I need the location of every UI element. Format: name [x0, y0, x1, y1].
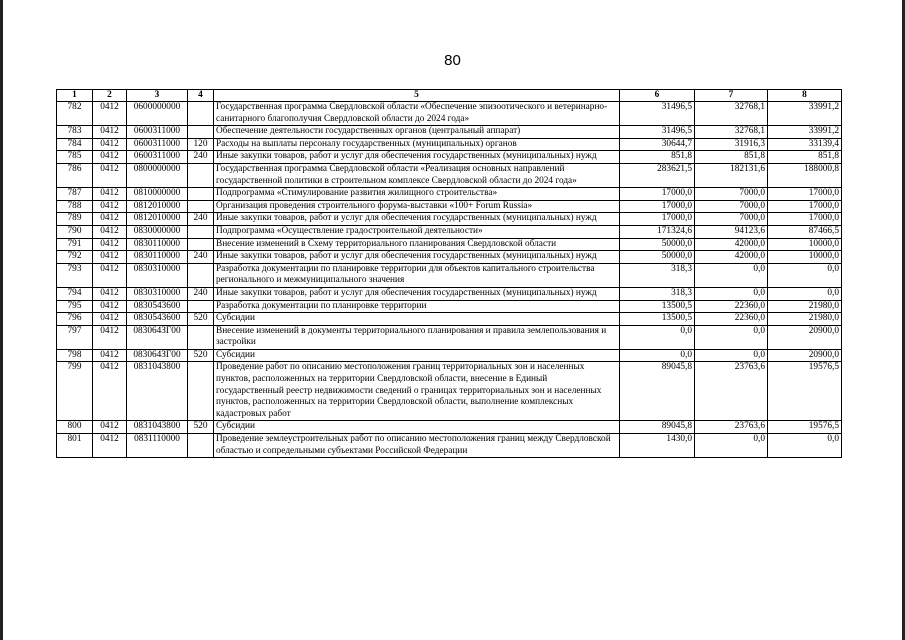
column-header: 8: [768, 90, 842, 102]
amount-col6-cell: 17000,0: [620, 213, 695, 226]
expense-type-cell: 240: [188, 251, 214, 264]
expense-type-cell: 120: [188, 138, 214, 151]
column-header: 4: [188, 90, 214, 102]
page-number: 80: [444, 52, 461, 69]
expense-type-cell: 240: [188, 151, 214, 164]
target-code-cell: 0810000000: [127, 188, 188, 201]
expense-type-cell: [188, 200, 214, 213]
table-row: [57, 313, 842, 326]
amount-col7-cell: 0,0: [695, 434, 768, 458]
description-cell: Государственная программа Свердловской области «Обеспечение эпизоотического и ветеринарно-санитарного благополучия Свердловской области до 2024 года»: [214, 102, 620, 126]
amount-col8-cell: 17000,0: [768, 188, 842, 201]
row-number-cell: 782: [57, 102, 93, 126]
row-number-cell: 785: [57, 151, 93, 164]
target-code-cell: 0830110000: [127, 238, 188, 251]
target-code-cell: 0600311000: [127, 126, 188, 139]
amount-col7-cell: 94123,6: [695, 225, 768, 238]
scan-left-edge: [0, 0, 3, 640]
section-code-cell: 0412: [93, 263, 127, 287]
amount-col6-cell: 31496,5: [620, 126, 695, 139]
description-cell: Обеспечение деятельности государственных органов (центральный аппарат): [214, 126, 620, 139]
expense-type-cell: [188, 163, 214, 187]
expense-type-cell: 520: [188, 421, 214, 434]
table-row: [57, 362, 842, 421]
table-row: [57, 151, 842, 164]
section-code-cell: 0412: [93, 421, 127, 434]
target-code-cell: 0812010000: [127, 200, 188, 213]
amount-col7-cell: 42000,0: [695, 238, 768, 251]
expense-type-cell: 520: [188, 313, 214, 326]
amount-col7-cell: 32768,1: [695, 102, 768, 126]
amount-col8-cell: 21980,0: [768, 313, 842, 326]
table-row: [57, 251, 842, 264]
amount-col7-cell: 23763,6: [695, 362, 768, 421]
expense-type-cell: 240: [188, 213, 214, 226]
amount-col8-cell: 0,0: [768, 287, 842, 300]
expense-type-cell: [188, 238, 214, 251]
description-cell: Внесение изменений в документы территориального планирования и правила землепользования и застройки: [214, 325, 620, 349]
amount-col6-cell: 0,0: [620, 349, 695, 362]
amount-col7-cell: 7000,0: [695, 200, 768, 213]
row-number-cell: 801: [57, 434, 93, 458]
table-body: [57, 102, 842, 458]
section-code-cell: 0412: [93, 300, 127, 313]
description-cell: Иные закупки товаров, работ и услуг для обеспечения государственных (муниципальных) нужд: [214, 287, 620, 300]
section-code-cell: 0412: [93, 434, 127, 458]
amount-col6-cell: 283621,5: [620, 163, 695, 187]
target-code-cell: 0600311000: [127, 151, 188, 164]
amount-col7-cell: 32768,1: [695, 126, 768, 139]
amount-col8-cell: 87466,5: [768, 225, 842, 238]
description-cell: Организация проведения строительного форума-выставки «100+ Forum Russia»: [214, 200, 620, 213]
description-cell: Субсидии: [214, 421, 620, 434]
budget-table: [56, 89, 842, 458]
expense-type-cell: [188, 102, 214, 126]
section-code-cell: 0412: [93, 163, 127, 187]
table-row: [57, 349, 842, 362]
amount-col7-cell: 7000,0: [695, 213, 768, 226]
table-row: [57, 102, 842, 126]
amount-col8-cell: 33139,4: [768, 138, 842, 151]
expense-type-cell: [188, 263, 214, 287]
table-row: [57, 188, 842, 201]
description-cell: Иные закупки товаров, работ и услуг для обеспечения государственных (муниципальных) нужд: [214, 213, 620, 226]
table-row: [57, 421, 842, 434]
row-number-cell: 799: [57, 362, 93, 421]
section-code-cell: 0412: [93, 313, 127, 326]
section-code-cell: 0412: [93, 138, 127, 151]
description-cell: Проведение работ по описанию местоположения границ территориальных зон и населенных пунктов, расположенных на территории Свердловской области, внесение в Единый государственный реестр недвижимости сведений о границах территориальных зон и населенных пунктов, расположенных на территории Свердловской области, выполнение комплексных кадастровых работ: [214, 362, 620, 421]
target-code-cell: 0830310000: [127, 263, 188, 287]
section-code-cell: 0412: [93, 102, 127, 126]
amount-col6-cell: 50000,0: [620, 238, 695, 251]
expense-type-cell: [188, 325, 214, 349]
amount-col7-cell: 42000,0: [695, 251, 768, 264]
section-code-cell: 0412: [93, 238, 127, 251]
target-code-cell: 0600311000: [127, 138, 188, 151]
amount-col6-cell: 318,3: [620, 263, 695, 287]
amount-col8-cell: 33991,2: [768, 126, 842, 139]
row-number-cell: 791: [57, 238, 93, 251]
table-row: [57, 126, 842, 139]
amount-col7-cell: 22360,0: [695, 300, 768, 313]
amount-col8-cell: 10000,0: [768, 238, 842, 251]
table-row: [57, 213, 842, 226]
description-cell: Иные закупки товаров, работ и услуг для обеспечения государственных (муниципальных) нужд: [214, 151, 620, 164]
amount-col7-cell: 22360,0: [695, 313, 768, 326]
section-code-cell: 0412: [93, 325, 127, 349]
table-row: [57, 325, 842, 349]
target-code-cell: 0830310000: [127, 287, 188, 300]
row-number-cell: 795: [57, 300, 93, 313]
expense-type-cell: [188, 300, 214, 313]
amount-col7-cell: 851,8: [695, 151, 768, 164]
amount-col6-cell: 17000,0: [620, 188, 695, 201]
table-row: [57, 138, 842, 151]
target-code-cell: 083064ЗГ00: [127, 349, 188, 362]
amount-col6-cell: 851,8: [620, 151, 695, 164]
table-row: [57, 238, 842, 251]
row-number-cell: 790: [57, 225, 93, 238]
amount-col8-cell: 0,0: [768, 434, 842, 458]
section-code-cell: 0412: [93, 126, 127, 139]
expense-type-cell: 240: [188, 287, 214, 300]
section-code-cell: 0412: [93, 287, 127, 300]
amount-col6-cell: 1430,0: [620, 434, 695, 458]
amount-col8-cell: 33991,2: [768, 102, 842, 126]
row-number-cell: 787: [57, 188, 93, 201]
row-number-cell: 786: [57, 163, 93, 187]
section-code-cell: 0412: [93, 349, 127, 362]
amount-col7-cell: 0,0: [695, 325, 768, 349]
amount-col8-cell: 17000,0: [768, 200, 842, 213]
target-code-cell: 0831043800: [127, 362, 188, 421]
row-number-cell: 793: [57, 263, 93, 287]
amount-col6-cell: 31496,5: [620, 102, 695, 126]
amount-col6-cell: 171324,6: [620, 225, 695, 238]
column-header: 5: [214, 90, 620, 102]
amount-col7-cell: 7000,0: [695, 188, 768, 201]
description-cell: Разработка документации по планировке территории для объектов капитального строительства регионального и межмуниципального значения: [214, 263, 620, 287]
table-row: [57, 225, 842, 238]
description-cell: Проведение землеустроительных работ по описанию местоположения границ между Свердловской областью и сопредельными субъектами Российской Федерации: [214, 434, 620, 458]
table-row: [57, 200, 842, 213]
amount-col8-cell: 17000,0: [768, 213, 842, 226]
section-code-cell: 0412: [93, 251, 127, 264]
expense-type-cell: [188, 188, 214, 201]
amount-col8-cell: 851,8: [768, 151, 842, 164]
target-code-cell: 0830543600: [127, 300, 188, 313]
target-code-cell: 0800000000: [127, 163, 188, 187]
row-number-cell: 789: [57, 213, 93, 226]
section-code-cell: 0412: [93, 362, 127, 421]
amount-col6-cell: 89045,8: [620, 362, 695, 421]
row-number-cell: 792: [57, 251, 93, 264]
amount-col8-cell: 21980,0: [768, 300, 842, 313]
target-code-cell: 0600000000: [127, 102, 188, 126]
amount-col6-cell: 17000,0: [620, 200, 695, 213]
section-code-cell: 0412: [93, 213, 127, 226]
description-cell: Иные закупки товаров, работ и услуг для обеспечения государственных (муниципальных) нужд: [214, 251, 620, 264]
column-header: 3: [127, 90, 188, 102]
table-row: [57, 287, 842, 300]
section-code-cell: 0412: [93, 151, 127, 164]
amount-col8-cell: 10000,0: [768, 251, 842, 264]
description-cell: Субсидии: [214, 313, 620, 326]
description-cell: Подпрограмма «Стимулирование развития жилищного строительства»: [214, 188, 620, 201]
amount-col7-cell: 31916,3: [695, 138, 768, 151]
amount-col7-cell: 0,0: [695, 349, 768, 362]
description-cell: Подпрограмма «Осуществление градостроительной деятельности»: [214, 225, 620, 238]
expense-type-cell: [188, 126, 214, 139]
amount-col8-cell: 20900,0: [768, 349, 842, 362]
amount-col7-cell: 0,0: [695, 287, 768, 300]
row-number-cell: 794: [57, 287, 93, 300]
amount-col8-cell: 20900,0: [768, 325, 842, 349]
row-number-cell: 784: [57, 138, 93, 151]
amount-col8-cell: 19576,5: [768, 362, 842, 421]
row-number-cell: 798: [57, 349, 93, 362]
target-code-cell: 0831110000: [127, 434, 188, 458]
amount-col6-cell: 13500,5: [620, 313, 695, 326]
description-cell: Расходы на выплаты персоналу государственных (муниципальных) органов: [214, 138, 620, 151]
amount-col7-cell: 0,0: [695, 263, 768, 287]
expense-type-cell: [188, 362, 214, 421]
target-code-cell: 083064ЗГ00: [127, 325, 188, 349]
amount-col8-cell: 188000,8: [768, 163, 842, 187]
column-header: 7: [695, 90, 768, 102]
table-row: [57, 434, 842, 458]
target-code-cell: 0831043800: [127, 421, 188, 434]
table-row: [57, 163, 842, 187]
table-header-row: [57, 90, 842, 102]
amount-col6-cell: 89045,8: [620, 421, 695, 434]
target-code-cell: 0830110000: [127, 251, 188, 264]
description-cell: Государственная программа Свердловской области «Реализация основных направлений государственной политики в строительном комплексе Свердловской области до 2024 года»: [214, 163, 620, 187]
row-number-cell: 788: [57, 200, 93, 213]
amount-col6-cell: 13500,5: [620, 300, 695, 313]
row-number-cell: 797: [57, 325, 93, 349]
target-code-cell: 0830543600: [127, 313, 188, 326]
description-cell: Субсидии: [214, 349, 620, 362]
amount-col7-cell: 182131,6: [695, 163, 768, 187]
target-code-cell: 0830000000: [127, 225, 188, 238]
table-row: [57, 300, 842, 313]
column-header: 6: [620, 90, 695, 102]
amount-col6-cell: 0,0: [620, 325, 695, 349]
description-cell: Внесение изменений в Схему территориального планирования Свердловской области: [214, 238, 620, 251]
amount-col8-cell: 19576,5: [768, 421, 842, 434]
amount-col6-cell: 50000,0: [620, 251, 695, 264]
row-number-cell: 783: [57, 126, 93, 139]
section-code-cell: 0412: [93, 188, 127, 201]
target-code-cell: 0812010000: [127, 213, 188, 226]
section-code-cell: 0412: [93, 200, 127, 213]
section-code-cell: 0412: [93, 225, 127, 238]
amount-col6-cell: 318,3: [620, 287, 695, 300]
amount-col7-cell: 23763,6: [695, 421, 768, 434]
expense-type-cell: [188, 434, 214, 458]
column-header: 2: [93, 90, 127, 102]
expense-type-cell: 520: [188, 349, 214, 362]
row-number-cell: 800: [57, 421, 93, 434]
amount-col8-cell: 0,0: [768, 263, 842, 287]
description-cell: Разработка документации по планировке территории: [214, 300, 620, 313]
row-number-cell: 796: [57, 313, 93, 326]
expense-type-cell: [188, 225, 214, 238]
column-header: 1: [57, 90, 93, 102]
table-row: [57, 263, 842, 287]
amount-col6-cell: 30644,7: [620, 138, 695, 151]
